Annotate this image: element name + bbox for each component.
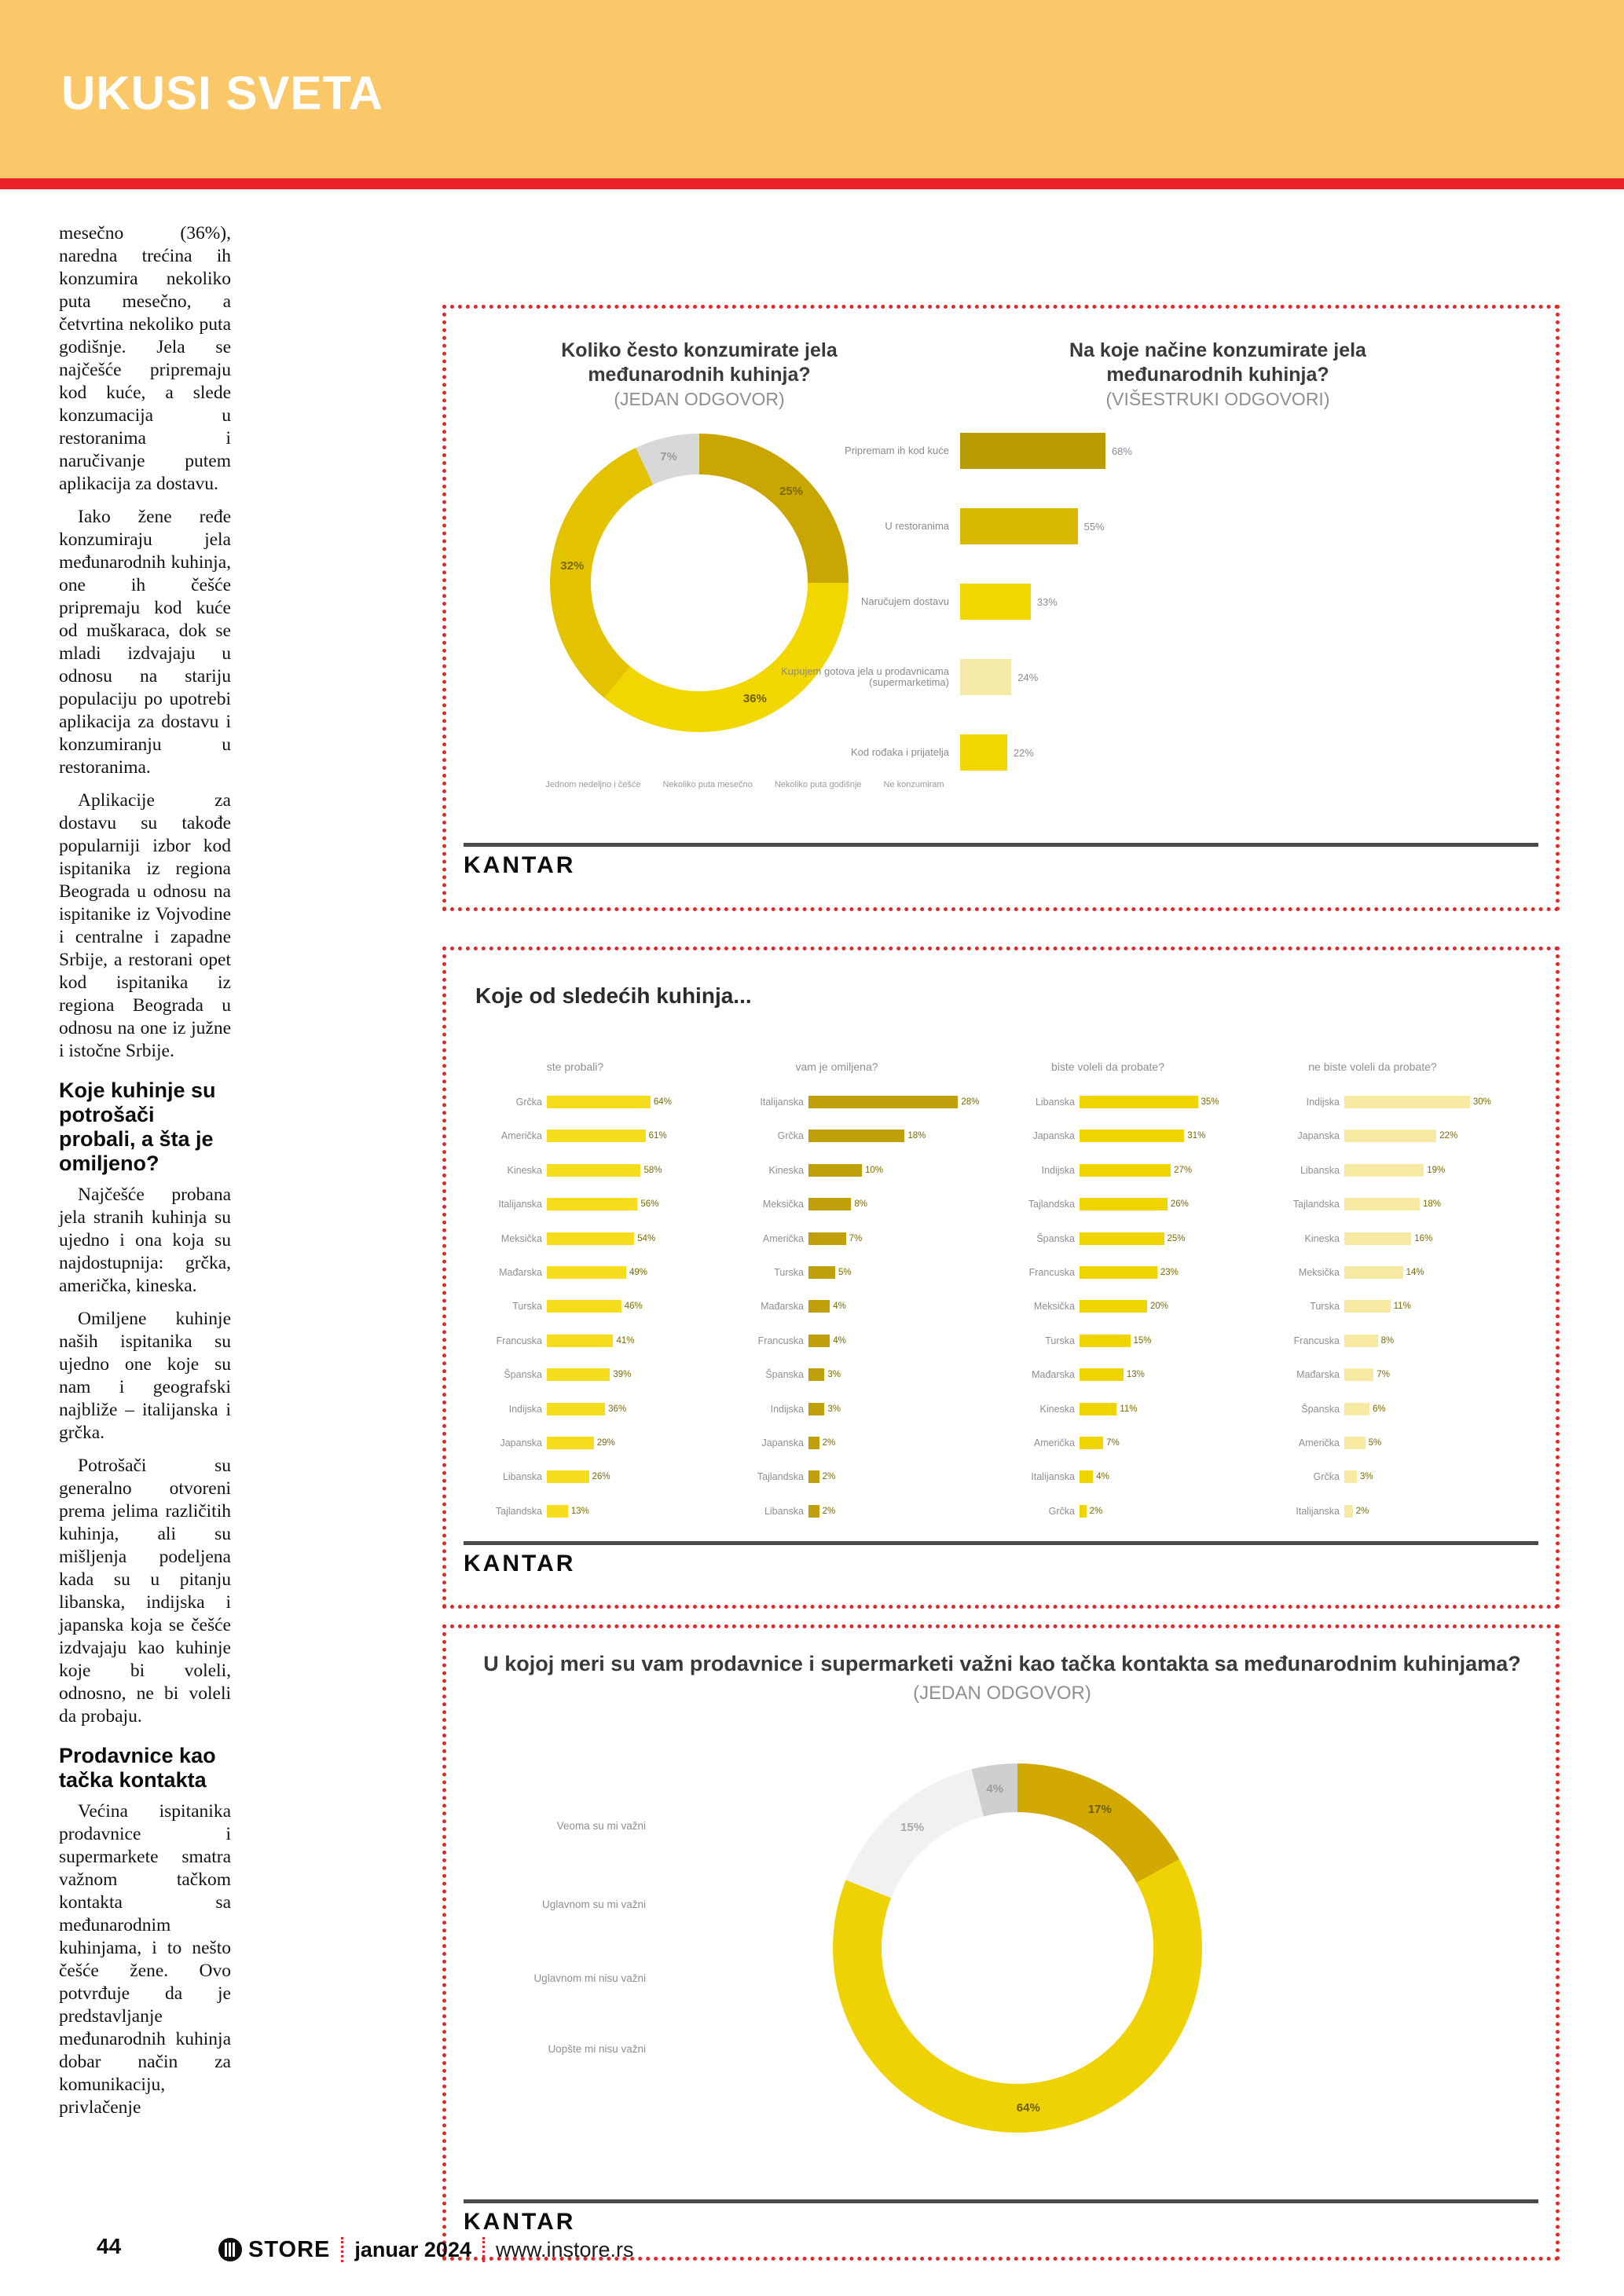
- cuisine-row: [982, 1503, 1241, 1520]
- cuisine-value: 58%: [643, 1165, 662, 1175]
- cuisine-value: 5%: [838, 1268, 852, 1277]
- cuisine-bar: [1080, 1096, 1198, 1108]
- cuisine-bar: [547, 1368, 610, 1381]
- donut-segment-value: 17%: [1087, 1803, 1112, 1817]
- cuisine-label: Libanska: [502, 1471, 542, 1483]
- cuisine-row: [1247, 1162, 1506, 1179]
- hbar-category-label: Kupujem gotova jela u prodavnicama (supermarketima): [781, 665, 949, 688]
- cuisine-row: [1247, 1401, 1506, 1418]
- cuisine-bar: [1080, 1403, 1116, 1415]
- cuisine-value: 8%: [1380, 1335, 1395, 1346]
- hbar-value: 33%: [1036, 595, 1058, 608]
- cuisine-label: Mađarska: [1296, 1369, 1340, 1381]
- donut2-side-label: Veoma su mi važni: [556, 1820, 646, 1832]
- cuisine-value: 22%: [1439, 1131, 1458, 1141]
- cuisine-value: 27%: [1174, 1165, 1193, 1175]
- cuisine-value: 54%: [637, 1233, 656, 1243]
- panel3-separator: [464, 2199, 1538, 2203]
- cuisine-row: [449, 1264, 709, 1281]
- cuisine-bar: [1080, 1232, 1164, 1245]
- cuisine-value: 26%: [592, 1472, 610, 1482]
- cuisine-row: [982, 1162, 1241, 1179]
- header-divider-line: [0, 178, 1624, 189]
- cuisine-value: 2%: [822, 1438, 836, 1448]
- cuisine-value: 5%: [1368, 1438, 1382, 1448]
- cuisine-value: 19%: [1427, 1165, 1446, 1175]
- legend-entry: Nekoliko puta godišnje: [774, 780, 862, 789]
- cuisine-row: [449, 1298, 709, 1315]
- cuisine-label: Turska: [774, 1267, 804, 1278]
- donut-segment-value: 36%: [742, 692, 767, 706]
- article-heading: Prodavnice kao tačka kontakta: [59, 1744, 216, 1792]
- article-heading: Koje kuhinje su potrošači probali, a šta je omiljeno?: [59, 1078, 216, 1175]
- cuisine-label: Grčka: [1313, 1471, 1340, 1483]
- cuisine-label: Indijska: [770, 1403, 804, 1415]
- cuisine-row: [982, 1264, 1241, 1281]
- cuisine-row: [711, 1366, 970, 1383]
- hbar-bar: [960, 584, 1031, 620]
- cuisine-value: 7%: [1377, 1370, 1390, 1380]
- cuisine-row: [1247, 1366, 1506, 1383]
- cuisine-label: Mađarska: [1032, 1369, 1075, 1381]
- cuisine-row: [1247, 1127, 1506, 1144]
- cuisine-bar: [1344, 1437, 1366, 1449]
- cuisine-bar: [1080, 1130, 1184, 1142]
- cuisine-bar: [1080, 1335, 1131, 1347]
- cuisine-label: Kineska: [1039, 1403, 1075, 1415]
- hbar-category-label: Kod rođaka i prijatelja: [850, 745, 949, 758]
- cuisine-label: Američka: [1033, 1437, 1075, 1448]
- hbar-subtitle: (VIŠESTRUKI ODGOVORI): [1105, 389, 1330, 409]
- cuisine-bar: [547, 1266, 626, 1279]
- cuisine-bar: [1344, 1505, 1353, 1518]
- donut-segment-value: 25%: [779, 485, 803, 499]
- cuisine-label: Tajlandska: [495, 1505, 542, 1517]
- cuisine-value: 20%: [1150, 1302, 1169, 1312]
- cuisine-value: 8%: [854, 1199, 868, 1210]
- cuisine-label: Španska: [1301, 1403, 1340, 1415]
- footer-brand: STORE: [248, 2236, 331, 2262]
- cuisine-value: 23%: [1160, 1268, 1179, 1277]
- cuisine-row: [982, 1434, 1241, 1452]
- hbar-row: [713, 734, 1515, 771]
- cuisine-label: Italijanska: [760, 1097, 804, 1108]
- cuisine-bar: [808, 1198, 851, 1210]
- cuisine-label: Japanska: [500, 1437, 542, 1448]
- cuisine-bar: [547, 1437, 594, 1449]
- donut1-subtitle: (JEDAN ODGOVOR): [614, 389, 785, 409]
- panel1-separator: [464, 843, 1538, 847]
- cuisine-label: Italijanska: [1296, 1505, 1340, 1517]
- kantar-logo: KANTAR: [464, 852, 576, 878]
- article-paragraph: mesečno (36%), naredna trećina ih konzumira nekoliko puta mesečno, a četvrtina nekoliko puta godišnje. Jela se najčešće pripremaju kod kuće, a slede konzumacija u restoranima i naručivanje putem aplikacija za dostavu.: [59, 223, 231, 494]
- cuisine-bar: [547, 1505, 568, 1518]
- article-paragraph: Iako žene ređe konzumiraju jela međunarodnih kuhinja, one ih češće pripremaju kod kuće od muškaraca, dok se mladi izdvajaju u odnosu na stariju populaciju po upotrebi aplikacija za dostavu i konzumiranju u restoranima.: [59, 507, 231, 778]
- cuisine-label: Libanska: [1035, 1097, 1075, 1108]
- cuisine-value: 31%: [1187, 1131, 1206, 1141]
- cuisine-label: Kineska: [1304, 1232, 1340, 1244]
- cuisine-label: Indijska: [508, 1403, 542, 1415]
- cuisines-title: Koje od sledećih kuhinja...: [475, 983, 752, 1008]
- donut-segment-value: 7%: [660, 449, 677, 463]
- cuisine-label: Mađarska: [761, 1301, 804, 1313]
- donut-segment-value: 4%: [986, 1782, 1004, 1796]
- cuisine-label: Francuska: [1293, 1335, 1340, 1346]
- donut2-subtitle: (JEDAN ODGOVOR): [913, 1683, 1091, 1704]
- cuisine-bar: [547, 1403, 605, 1415]
- cuisine-bar: [808, 1096, 958, 1108]
- cuisine-label: Libanska: [1300, 1164, 1340, 1176]
- hbar-bar: [960, 659, 1011, 695]
- cuisine-value: 28%: [961, 1097, 980, 1107]
- cuisine-label: Francuska: [496, 1335, 542, 1346]
- cuisine-bar: [1344, 1368, 1373, 1381]
- cuisine-row: [449, 1230, 709, 1247]
- kantar-logo: KANTAR: [464, 1551, 576, 1576]
- cuisine-value: 4%: [833, 1302, 846, 1312]
- cuisine-label: Indijska: [1041, 1164, 1075, 1176]
- cuisine-row: [982, 1332, 1241, 1349]
- cuisine-label: Meksička: [1298, 1267, 1340, 1278]
- cuisine-row: [982, 1127, 1241, 1144]
- cuisine-value: 2%: [822, 1472, 836, 1482]
- cuisine-label: Španska: [1036, 1232, 1075, 1244]
- hbar-category-label: U restoranima: [885, 519, 949, 532]
- cuisine-row: [1247, 1468, 1506, 1485]
- footer-brand-row: [218, 2229, 634, 2270]
- cuisine-bar: [1344, 1198, 1420, 1210]
- cuisine-row: [711, 1401, 970, 1418]
- cuisine-bar: [547, 1130, 646, 1142]
- cuisine-row: [982, 1366, 1241, 1383]
- cuisine-value: 3%: [827, 1404, 841, 1414]
- cuisine-row: [449, 1434, 709, 1452]
- cuisine-bar: [808, 1164, 862, 1177]
- cuisine-label: Grčka: [777, 1130, 804, 1142]
- page-footer: [0, 2229, 1624, 2276]
- cuisine-value: 6%: [1372, 1404, 1386, 1414]
- page-number: 44: [97, 2234, 122, 2258]
- cuisine-value: 64%: [653, 1097, 672, 1107]
- cuisine-value: 2%: [1089, 1506, 1103, 1516]
- cuisine-row: [449, 1468, 709, 1485]
- cuisine-row: [711, 1196, 970, 1213]
- cuisine-label: Italijanska: [1031, 1471, 1075, 1483]
- cuisine-value: 41%: [616, 1335, 635, 1346]
- cuisine-bar: [547, 1232, 634, 1245]
- chart-panel-cuisines: [442, 947, 1560, 1609]
- cuisine-bar: [547, 1300, 621, 1313]
- cuisine-row: [1247, 1434, 1506, 1452]
- cuisine-bar: [1080, 1470, 1093, 1483]
- cuisine-row: [1247, 1196, 1506, 1213]
- cuisine-row: [982, 1230, 1241, 1247]
- cuisine-label: Američka: [1298, 1437, 1340, 1448]
- cuisine-bar: [547, 1470, 589, 1483]
- cuisine-bar: [1344, 1096, 1470, 1108]
- cuisine-bar: [547, 1164, 640, 1177]
- hbar-value: 55%: [1083, 520, 1105, 533]
- cuisine-bar: [808, 1300, 830, 1313]
- donut-segment-value: 64%: [1016, 2100, 1040, 2115]
- cuisine-row: [1247, 1503, 1506, 1520]
- kantar-logo: KANTAR: [464, 2209, 576, 2235]
- cuisine-row: [711, 1093, 980, 1111]
- cuisine-row: [1247, 1093, 1506, 1111]
- cuisine-label: Kineska: [507, 1164, 542, 1176]
- cuisine-value: 13%: [570, 1506, 589, 1516]
- hbar-category-label: Pripremam ih kod kuće: [845, 444, 949, 456]
- cuisine-row: [1247, 1298, 1506, 1315]
- cuisine-bar: [1344, 1300, 1391, 1313]
- cuisine-row: [711, 1468, 970, 1485]
- cuisine-value: 15%: [1133, 1335, 1152, 1346]
- donut-segment-value: 32%: [560, 559, 585, 573]
- hbar-title: Na koje načine konzumirate jela međunarodnih kuhinja? (VIŠESTRUKI ODGOVORI): [1014, 339, 1422, 412]
- cuisine-row: [711, 1332, 970, 1349]
- article-paragraph: Potrošači su generalno otvoreni prema jelima različitih kuhinja, ali su mišljenja podeljena kada su u pitanju libanska, indijska i japanska koja se češće izdvajaju kao kuhinje koje bi voleli, odnosno, ne bi voleli da probaju.: [59, 1456, 231, 1727]
- cuisine-label: Italijanska: [498, 1199, 542, 1210]
- cuisine-value: 7%: [1106, 1438, 1120, 1448]
- cuisine-label: Tajlandska: [1028, 1199, 1075, 1210]
- cuisine-bar: [547, 1335, 613, 1347]
- cuisine-value: 39%: [613, 1370, 632, 1380]
- page-title: UKUSI SVETA: [61, 67, 383, 119]
- cuisine-label: Španska: [765, 1369, 804, 1381]
- cuisine-label: Meksička: [1033, 1301, 1075, 1313]
- hbar-value: 24%: [1017, 671, 1039, 683]
- cuisine-value: 30%: [1472, 1097, 1491, 1107]
- cuisine-bar: [1344, 1130, 1436, 1142]
- cuisine-row: [711, 1162, 970, 1179]
- cuisine-value: 25%: [1167, 1233, 1186, 1243]
- cuisine-row: [1247, 1230, 1506, 1247]
- donut2-side-label: Uglavnom su mi važni: [541, 1899, 646, 1910]
- cuisine-value: 3%: [1359, 1472, 1373, 1482]
- cuisine-value: 4%: [1096, 1472, 1109, 1482]
- cuisine-bar: [547, 1198, 637, 1210]
- cuisine-value: 16%: [1414, 1233, 1433, 1243]
- article-text-column: [59, 222, 231, 2119]
- cuisine-bar: [808, 1266, 835, 1279]
- donut2-title: U kojoj meri su vam prodavnice i supermarketi važni kao tačka kontakta sa međunarodnim kuhinjama? (JEDAN ODGOVOR): [478, 1649, 1527, 1708]
- cuisine-row: [982, 1401, 1241, 1418]
- cuisine-row: [982, 1093, 1241, 1111]
- cuisine-value: 2%: [1355, 1506, 1369, 1516]
- cuisine-row: [449, 1093, 709, 1111]
- cuisine-label: Meksička: [500, 1232, 542, 1244]
- cuisine-label: Tajlandska: [1292, 1199, 1340, 1210]
- cuisine-label: Turska: [1045, 1335, 1075, 1346]
- legend-entry: Nekoliko puta mesečno: [662, 780, 753, 789]
- hbar-row: [713, 508, 1515, 544]
- cuisine-row: [711, 1434, 970, 1452]
- cuisine-bar: [1080, 1505, 1087, 1518]
- cuisine-bar: [1080, 1164, 1171, 1177]
- instore-logo-icon: [218, 2238, 242, 2261]
- cuisine-bar: [1080, 1300, 1147, 1313]
- cuisine-value: 3%: [827, 1370, 841, 1380]
- cuisine-row: [982, 1298, 1241, 1315]
- cuisine-row: [449, 1332, 709, 1349]
- donut1-title: Koliko često konzumirate jela međunarodnih kuhinja? (JEDAN ODGOVOR): [526, 339, 872, 412]
- legend-entry: Jednom nedeljno i češće: [545, 780, 641, 789]
- cuisine-group-header: ste probali?: [546, 1060, 604, 1073]
- cuisine-label: Tajlandska: [757, 1471, 804, 1483]
- cuisine-bar: [808, 1505, 819, 1518]
- cuisine-bar: [808, 1437, 819, 1449]
- footer-divider: [341, 2237, 343, 2262]
- hbar-bar: [960, 734, 1007, 771]
- cuisine-group-header: vam je omiljena?: [795, 1060, 878, 1073]
- cuisine-label: Kineska: [768, 1164, 804, 1176]
- cuisine-value: 49%: [629, 1268, 647, 1277]
- cuisine-bar: [1344, 1335, 1378, 1347]
- cuisine-row: [449, 1503, 709, 1520]
- hbar-row: [713, 584, 1515, 620]
- article-paragraph: Većina ispitanika prodavnice i supermarkete smatra važnom tačkom kontakta sa međunarodnim kuhinjama, i to nešto češće žene. Ovo potvrđuje da je predstavljanje međunarodnih kuhinja dobar način za komunikaciju, privlačenje: [59, 1801, 231, 2118]
- cuisine-row: [449, 1401, 709, 1418]
- cuisine-row: [711, 1127, 970, 1144]
- cuisine-bar: [1080, 1198, 1168, 1210]
- cuisine-row: [982, 1468, 1241, 1485]
- cuisine-value: 18%: [1422, 1199, 1441, 1210]
- cuisine-label: Francuska: [757, 1335, 804, 1346]
- donut1-legend: [486, 780, 1004, 789]
- hbar-value: 22%: [1013, 746, 1034, 759]
- footer-date: januar 2024: [354, 2237, 471, 2261]
- cuisine-label: Turska: [1310, 1301, 1340, 1313]
- cuisine-row: [711, 1230, 970, 1247]
- cuisine-value: 18%: [907, 1131, 926, 1141]
- cuisine-row: [449, 1162, 709, 1179]
- cuisine-row: [711, 1298, 970, 1315]
- cuisine-row: [711, 1503, 970, 1520]
- cuisine-value: 35%: [1201, 1097, 1219, 1107]
- cuisine-bar: [808, 1130, 904, 1142]
- hbar-category-label: Naručujem dostavu: [861, 595, 949, 607]
- cuisine-label: Španska: [504, 1369, 542, 1381]
- legend-entry: Ne konzumiram: [883, 780, 944, 789]
- hbar-value: 68%: [1111, 445, 1132, 457]
- cuisine-value: 46%: [624, 1302, 643, 1312]
- cuisine-bar: [1344, 1232, 1411, 1245]
- cuisine-row: [449, 1127, 709, 1144]
- cuisine-value: 14%: [1406, 1268, 1424, 1277]
- cuisine-value: 11%: [1393, 1302, 1411, 1312]
- cuisine-bar: [1344, 1403, 1369, 1415]
- donut-chart-stores: [833, 1763, 1202, 2133]
- cuisine-value: 7%: [849, 1233, 863, 1243]
- cuisine-label: Grčka: [1048, 1505, 1075, 1517]
- cuisine-group-header: ne biste voleli da probate?: [1308, 1060, 1437, 1073]
- cuisine-label: Američka: [762, 1232, 804, 1244]
- cuisine-row: [711, 1264, 970, 1281]
- cuisine-value: 2%: [822, 1506, 836, 1516]
- cuisine-value: 13%: [1126, 1370, 1145, 1380]
- hbar-bar: [960, 433, 1105, 469]
- cuisine-label: Turska: [512, 1301, 542, 1313]
- cuisine-value: 61%: [648, 1131, 667, 1141]
- cuisine-label: Japanska: [1032, 1130, 1075, 1142]
- cuisine-label: Indijska: [1306, 1097, 1340, 1108]
- cuisine-value: 10%: [865, 1165, 884, 1175]
- cuisine-bar: [808, 1335, 830, 1347]
- cuisine-row: [449, 1196, 709, 1213]
- cuisine-label: Libanska: [764, 1505, 804, 1517]
- cuisine-value: 56%: [640, 1199, 659, 1210]
- cuisine-row: [1247, 1332, 1506, 1349]
- panel2-separator: [464, 1541, 1538, 1545]
- donut2-side-label: Uglavnom mi nisu važni: [533, 1972, 646, 1984]
- cuisine-bar: [1344, 1470, 1357, 1483]
- cuisine-label: Japanska: [1297, 1130, 1340, 1142]
- cuisine-value: 29%: [596, 1438, 615, 1448]
- cuisine-label: Grčka: [515, 1097, 542, 1108]
- cuisine-bar: [1080, 1368, 1124, 1381]
- cuisine-group-header: biste voleli da probate?: [1051, 1060, 1164, 1073]
- article-paragraph: Najčešće probana jela stranih kuhinja su ujedno i ona koja su najdostupnija: grčka, američka, kineska.: [59, 1185, 231, 1296]
- cuisine-label: Meksička: [762, 1199, 804, 1210]
- cuisine-value: 4%: [833, 1335, 846, 1346]
- cuisine-value: 11%: [1120, 1404, 1138, 1414]
- cuisine-value: 26%: [1170, 1199, 1189, 1210]
- cuisine-bar: [808, 1403, 824, 1415]
- cuisine-bar: [1344, 1266, 1403, 1279]
- chart-panel-stores: [442, 1624, 1560, 2261]
- cuisine-row: [982, 1196, 1241, 1213]
- page-header-banner: [0, 0, 1624, 178]
- hbar-row: [713, 433, 1515, 469]
- donut-segment-value: 15%: [900, 1820, 925, 1834]
- hbar-row: [713, 659, 1515, 695]
- cuisine-bar: [808, 1470, 819, 1483]
- article-paragraph: Omiljene kuhinje naših ispitanika su ujedno one koje su nam i geografski najbliže – italijanska i grčka.: [59, 1309, 231, 1443]
- cuisine-bar: [1080, 1266, 1157, 1279]
- cuisine-bar: [808, 1232, 846, 1245]
- cuisine-row: [449, 1366, 709, 1383]
- chart-panel-frequency: [442, 305, 1560, 911]
- footer-website: www.instore.rs: [495, 2237, 634, 2261]
- cuisine-label: Francuska: [1028, 1267, 1075, 1278]
- cuisine-label: Japanska: [761, 1437, 804, 1448]
- footer-divider: [482, 2237, 485, 2262]
- donut2-side-label: Uopšte mi nisu važni: [548, 2043, 646, 2055]
- cuisine-bar: [547, 1096, 651, 1108]
- hbar-bar: [960, 508, 1078, 544]
- cuisine-bar: [808, 1368, 824, 1381]
- cuisine-label: Mađarska: [499, 1267, 542, 1278]
- cuisine-value: 36%: [608, 1404, 627, 1414]
- cuisine-bar: [1344, 1164, 1424, 1177]
- article-paragraph: Aplikacije za dostavu su takođe popularniji izbor kod ispitanika iz regiona Beograda u odnosu na ispitanike iz Vojvodine i centralne i zapadne Srbije, a restorani opet kod ispitanika iz regiona Beograda u odnosu na one iz južne i istočne Srbije.: [59, 790, 231, 1061]
- cuisine-bar: [1080, 1437, 1103, 1449]
- cuisine-row: [1247, 1264, 1506, 1281]
- donut-hole: [882, 1812, 1153, 2084]
- cuisine-label: Američka: [500, 1130, 542, 1142]
